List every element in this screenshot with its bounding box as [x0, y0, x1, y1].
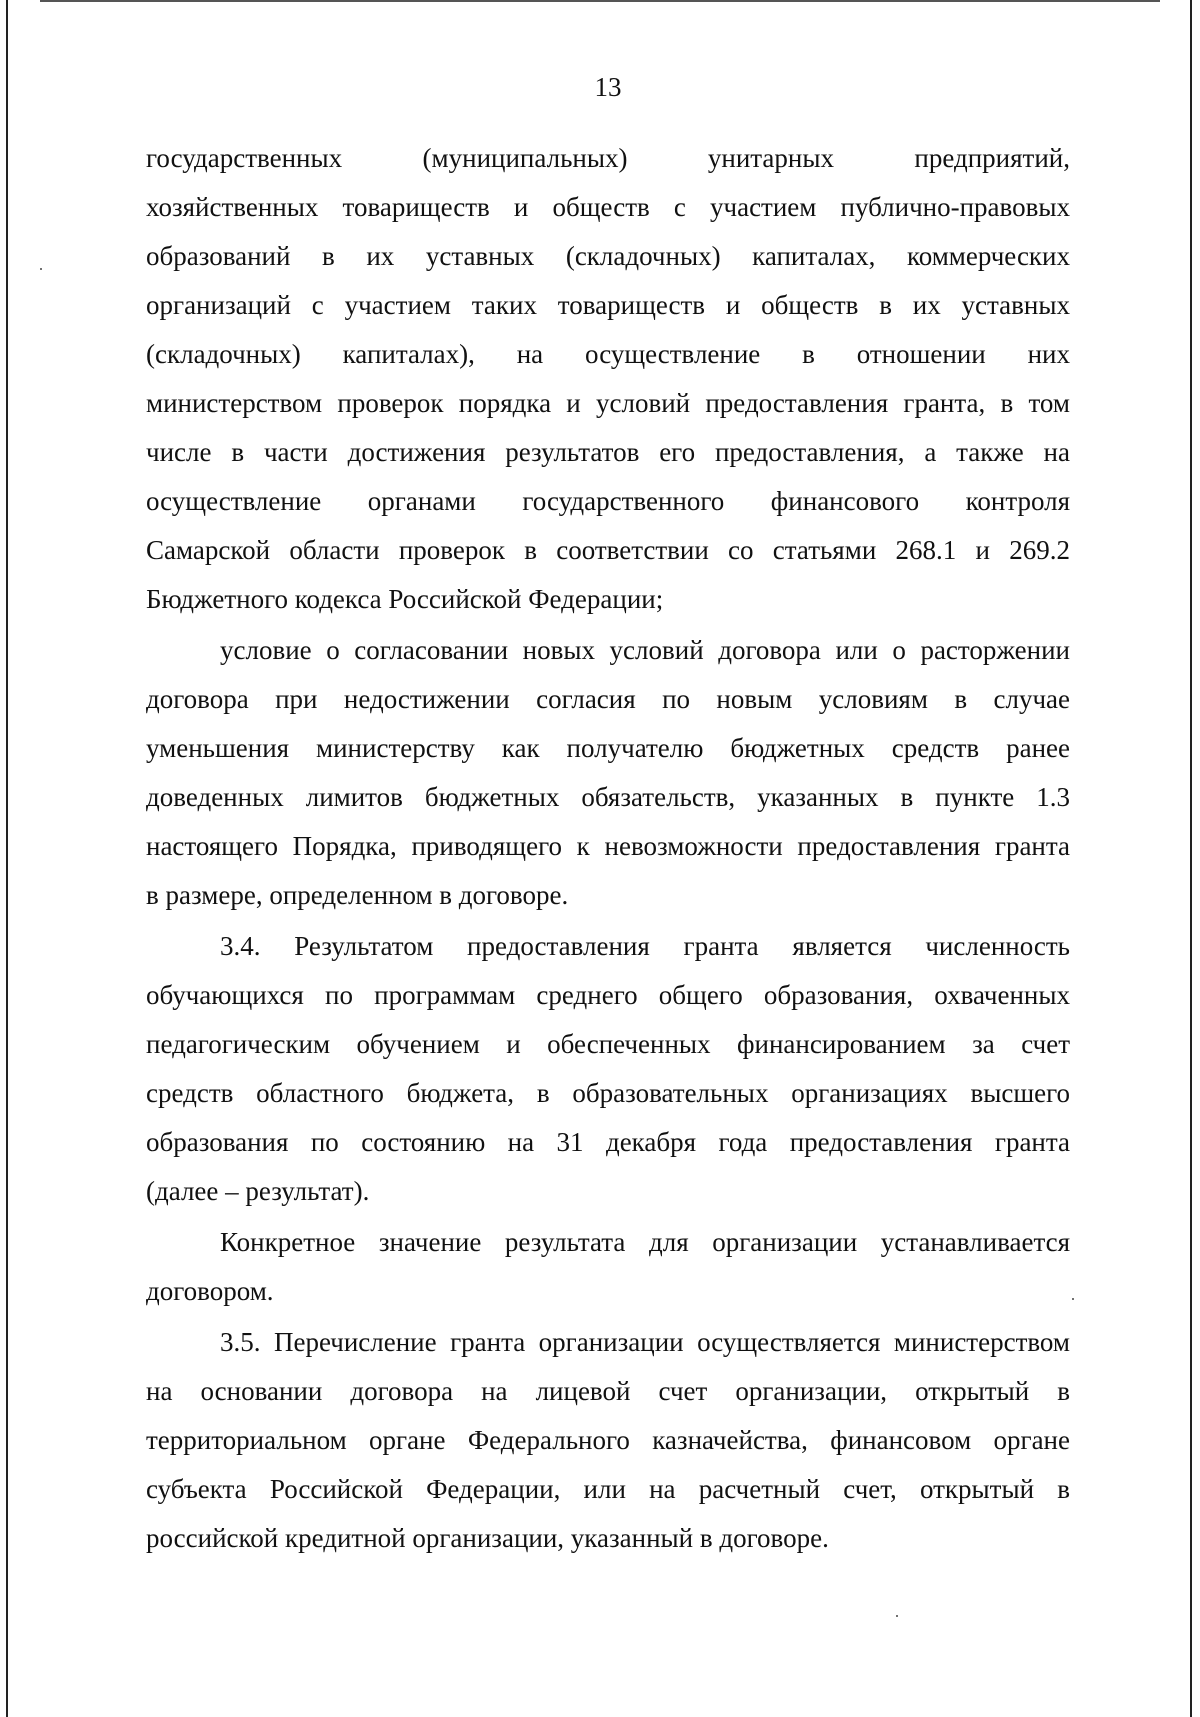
paragraph	[146, 1218, 1070, 1316]
text-line: организаций с участием таких товариществ и обществ в их уставных	[146, 290, 1070, 320]
text-line: хозяйственных товариществ и обществ с участием публично-правовых	[146, 192, 1070, 222]
text-line: государственных (муниципальных) унитарных предприятий,	[146, 143, 1070, 173]
text-line: доведенных лимитов бюджетных обязательств, указанных в пункте 1.3	[146, 782, 1070, 812]
text-line: (далее – результат).	[146, 1176, 370, 1206]
text-line: педагогическим обучением и обеспеченных финансированием за счет	[146, 1029, 1070, 1059]
text-line: настоящего Порядка, приводящего к невозможности предоставления гранта	[146, 831, 1070, 861]
paragraph	[146, 626, 1070, 920]
text-line: российской кредитной организации, указанный в договоре.	[146, 1523, 829, 1553]
text-line: числе в части достижения результатов его предоставления, а также на	[146, 437, 1070, 467]
paragraph	[146, 922, 1070, 1216]
text-line: территориальном органе Федерального казначейства, финансовом органе	[146, 1425, 1070, 1455]
text-line: 3.5. Перечисление гранта организации осуществляется министерством	[220, 1327, 1070, 1357]
scan-speck	[40, 268, 42, 270]
text-line: Конкретное значение результата для организации устанавливается	[220, 1227, 1070, 1257]
text-line: субъекта Российской Федерации, или на расчетный счет, открытый в	[146, 1474, 1070, 1504]
text-line: договором.	[146, 1276, 274, 1306]
text-line: осуществление органами государственного финансового контроля	[146, 486, 1070, 516]
text-line: 3.4. Результатом предоставления гранта является численность	[220, 931, 1070, 961]
text-line: образований в их уставных (складочных) капиталах, коммерческих	[146, 241, 1070, 271]
paragraph	[146, 1318, 1070, 1563]
text-line: уменьшения министерству как получателю бюджетных средств ранее	[146, 733, 1070, 763]
text-line: образования по состоянию на 31 декабря года предоставления гранта	[146, 1127, 1070, 1157]
scan-edge-top	[40, 0, 1160, 2]
document-body	[146, 134, 1070, 1563]
text-line: средств областного бюджета, в образовательных организациях высшего	[146, 1078, 1070, 1108]
text-line: договора при недостижении согласия по новым условиям в случае	[146, 684, 1070, 714]
text-line: на основании договора на лицевой счет организации, открытый в	[146, 1376, 1070, 1406]
scan-speck	[896, 1615, 898, 1617]
text-line: обучающихся по программам среднего общего образования, охваченных	[146, 980, 1070, 1010]
text-line: Самарской области проверок в соответствии со статьями 268.1 и 269.2	[146, 535, 1070, 565]
text-line: в размере, определенном в договоре.	[146, 880, 569, 910]
text-line: министерством проверок порядка и условий предоставления гранта, в том	[146, 388, 1070, 418]
text-line: (складочных) капиталах), на осуществление в отношении них	[146, 339, 1070, 369]
scan-edge-right	[1190, 0, 1192, 1717]
paragraph	[146, 134, 1070, 624]
scan-edge-left	[6, 0, 8, 1717]
scan-speck	[1072, 1298, 1074, 1300]
page-number: 13	[594, 72, 622, 102]
text-line: Бюджетного кодекса Российской Федерации;	[146, 584, 664, 614]
text-line: условие о согласовании новых условий договора или о расторжении	[220, 635, 1070, 665]
